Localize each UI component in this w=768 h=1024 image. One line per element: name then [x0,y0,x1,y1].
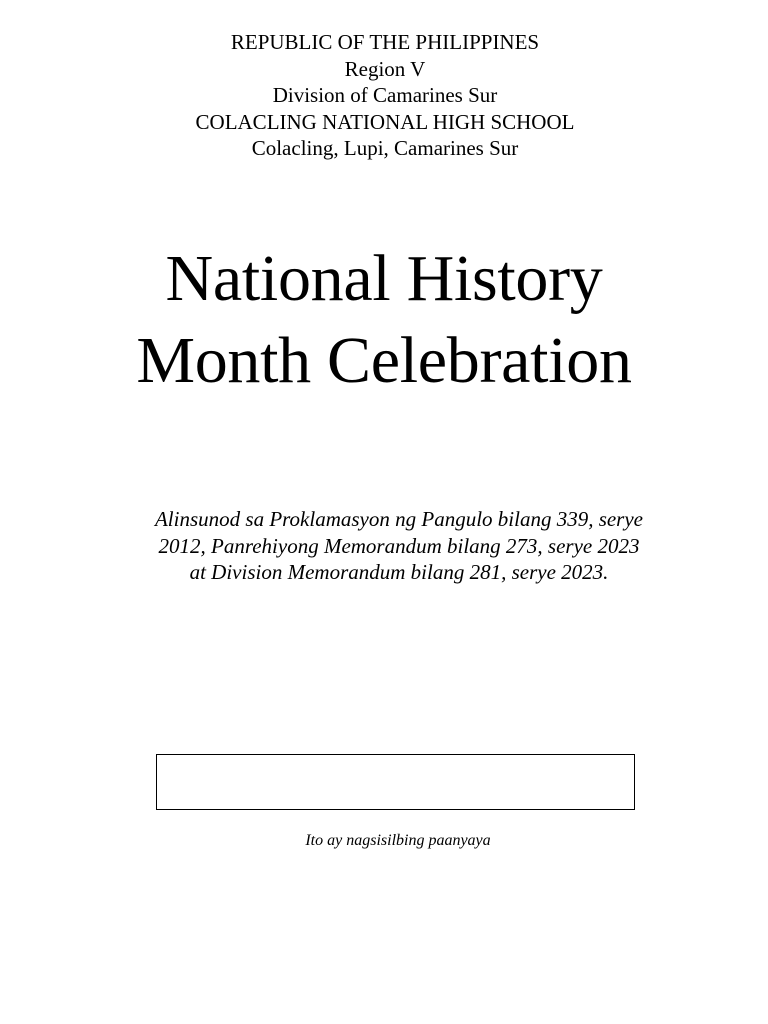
document-title [0,238,768,402]
country-name: REPUBLIC OF THE PHILIPPINES [230,30,540,54]
legal-basis-line-2: 2012, Panrehiyong Memorandum bilang 273, serye 2023 [158,533,640,558]
legal-basis [0,506,768,586]
legal-basis-line-1: Alinsunod sa Proklamasyon ng Pangulo bilang 339, serye [154,507,643,531]
division-name: Division of Camarines Sur [272,83,498,107]
title-line-1: National History [165,242,603,315]
title-line-2: Month Celebration [136,324,632,397]
blank-name-box [156,754,635,810]
region-name: Region V [344,56,426,81]
legal-basis-line-3: at Division Memorandum bilang 281, serye 2023. [189,560,609,584]
school-name: COLACLING NATIONAL HIGH SCHOOL [195,109,575,134]
school-address: Colacling, Lupi, Camarines Sur [251,136,519,160]
letterhead [0,29,768,162]
invitation-note: Ito ay nagsisilbing paanyaya [305,832,491,849]
